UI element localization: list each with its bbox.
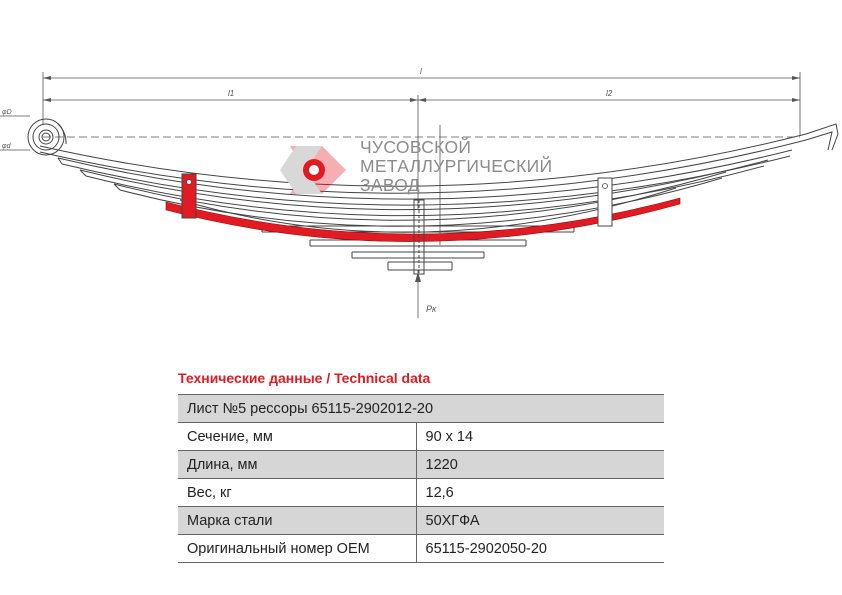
right-rebound-clip <box>598 178 612 226</box>
logo-text <box>360 138 552 195</box>
row-label: Вес, кг <box>178 479 416 507</box>
logo-line-2: МЕТАЛЛУРГИЧЕСКИЙ <box>360 156 553 176</box>
company-logo <box>276 138 576 202</box>
table-row <box>178 535 664 563</box>
dimension-label-eye-outer: φD <box>2 109 12 116</box>
technical-data-table <box>178 394 664 563</box>
row-label: Оригинальный номер OEM <box>178 535 416 563</box>
dimension-label-left: l1 <box>228 89 235 98</box>
table-row <box>178 507 664 535</box>
row-value: 1220 <box>416 451 664 479</box>
dimension-label-total: l <box>420 67 422 76</box>
table-row <box>178 423 664 451</box>
left-rebound-clip <box>182 174 196 218</box>
table-row <box>178 451 664 479</box>
row-label: Марка стали <box>178 507 416 535</box>
logo-line-3: ЗАВОД <box>360 175 420 195</box>
row-value: 12,6 <box>416 479 664 507</box>
load-label: Pк <box>426 304 437 314</box>
dimension-label-eye-inner: φd <box>2 143 11 150</box>
row-value: 90 x 14 <box>416 423 664 451</box>
logo-line-1: ЧУСОВСКОЙ <box>360 137 472 157</box>
logo-mark <box>276 138 352 202</box>
table-row <box>178 479 664 507</box>
row-value: 65115-2902050-20 <box>416 535 664 563</box>
table-header-row <box>178 395 664 423</box>
technical-data-title: Технические данные / Technical data <box>178 370 431 386</box>
table-header-cell: Лист №5 рессоры 65115-2902012-20 <box>178 395 664 423</box>
row-value: 50ХГФА <box>416 507 664 535</box>
row-label: Длина, мм <box>178 451 416 479</box>
row-label: Сечение, мм <box>178 423 416 451</box>
dimension-label-right: l2 <box>606 89 613 98</box>
